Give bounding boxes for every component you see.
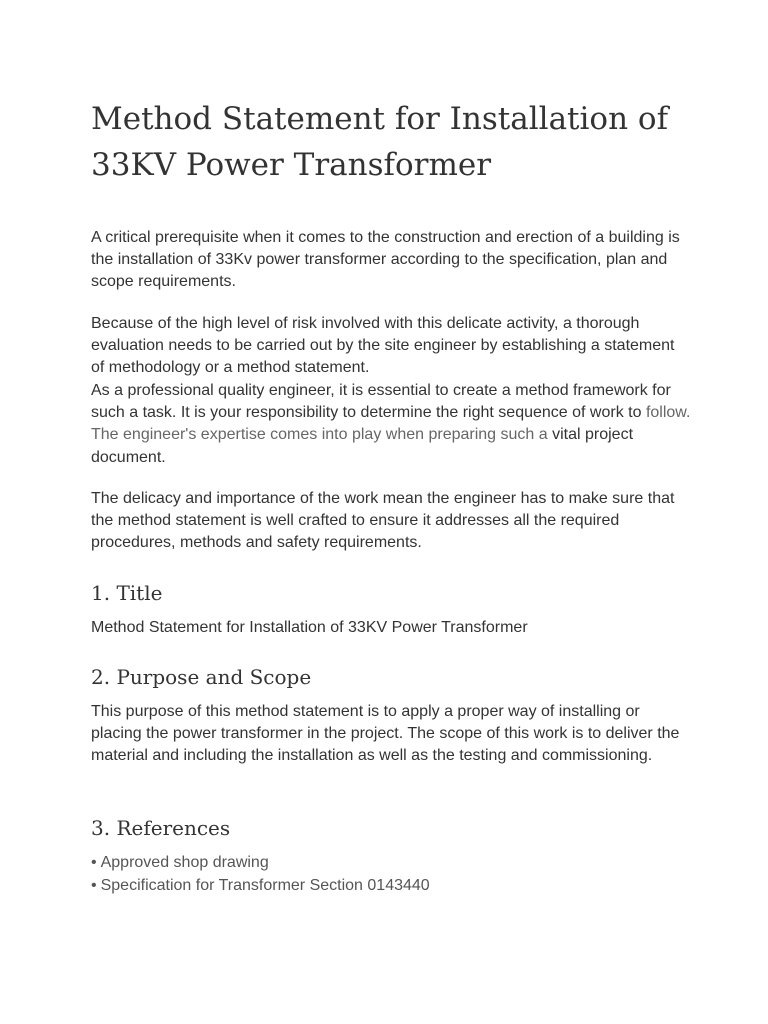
intro-paragraph-4: The delicacy and importance of the work mean the engineer has to make sure that the method statement is well crafted to ensure it addresses all the required procedures, methods and safety requirements. <box>91 490 675 552</box>
references-list <box>91 851 430 897</box>
intro-paragraph-3 <box>91 380 691 469</box>
list-item <box>91 851 430 874</box>
intro-paragraph-3-end: vital project document. <box>91 426 634 466</box>
intro-paragraph-3-main: As a professional quality engineer, it is essential to create a method framework for such a task. It is your responsibility to determine the right sequence of work to <box>91 382 671 422</box>
reference-item-label: Specification for Transformer Section 0143440 <box>100 877 430 894</box>
intro-paragraph-2: Because of the high level of risk involved with this delicate activity, a thorough evaluation needs to be carried out by the site engineer by establishing a statement of methodology or a method statement. <box>91 315 675 377</box>
list-item <box>91 874 430 897</box>
section-heading-references: 3. References <box>91 816 231 840</box>
bullet-glyph: • <box>91 854 97 871</box>
document-title: Method Statement for Installation of 33KV Power Transformer <box>91 101 669 183</box>
bullet-glyph: • <box>91 877 97 894</box>
section-body-purpose-scope: This purpose of this method statement is to apply a proper way of installing or placing the power transformer in the project. The scope of this work is to deliver the material and including the installation as well as the testing and commissioning. <box>91 703 680 765</box>
intro-paragraph-1: A critical prerequisite when it comes to the construction and erection of a building is the installation of 33Kv power transformer according to the specification, plan and scope requirements. <box>91 229 680 291</box>
section-heading-purpose-scope: 2. Purpose and Scope <box>91 665 312 689</box>
intro-paragraph-3-light: follow. The engineer's expertise comes into play when preparing such a <box>91 404 691 444</box>
reference-item-label: Approved shop drawing <box>100 854 269 871</box>
section-heading-title: 1. Title <box>91 581 163 605</box>
section-body-title: Method Statement for Installation of 33KV Power Transformer <box>91 619 528 636</box>
